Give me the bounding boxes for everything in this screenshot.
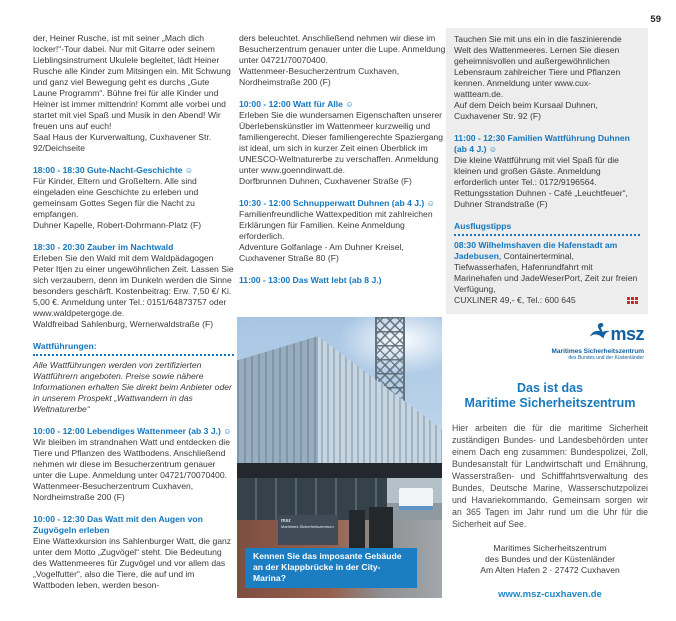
section-ausflugstipps — [454, 221, 640, 306]
trip-text — [454, 240, 640, 295]
family-friendly-icon: ☺ — [488, 145, 498, 154]
ad-address: Maritimes Sicherheitszentrum des Bundes und der Küstenländer Am Alten Hafen 2 · 27472 Cuxhaven — [480, 543, 620, 575]
event-body: Familienfreundliche Wattexpedition mit zahlreichen Erklärungen für Familien. Keine Anmeldung erforderlich. — [239, 209, 433, 241]
event-lebendiges-wattenmeer — [33, 426, 234, 503]
shuttle-bus — [399, 488, 433, 510]
event-zauber-im-nachtwald — [33, 242, 234, 330]
sign-logo-text: msz — [281, 518, 291, 524]
event-watt-fuer-alle — [239, 99, 446, 187]
section-intro: Alle Wattführungen werden von zertifizierten Wattführern angeboten. Preise sowie nähere Informationen erhalten Sie direkt beim Anbieter oder in unserem Prospekt „Wattwandern in das Weltnaturerbe“ — [33, 360, 232, 414]
event-familien-wattfuehrung — [454, 133, 640, 210]
family-friendly-icon: ☺ — [345, 100, 354, 109]
event-title: 11:00 - 12:30 Familien Wattführung Duhnen (ab 4 J.) ☺ — [454, 133, 630, 154]
paragraph-continuation — [239, 33, 446, 88]
venue-line: Rettungsstation Duhnen - Café „Leuchtfeuer“, Duhner Strandstraße (F) — [454, 188, 628, 209]
venue-line: Wattenmeer-Besucherzentrum Cuxhaven, Nordheimstraße 200 (F) — [33, 481, 194, 502]
sign-text: Maritimes Sicherheitszentrum — [281, 524, 334, 529]
cuxliner-logo-icon — [627, 297, 638, 304]
event-body: Eine Wattexkursion ins Sahlenburger Watt, die ganz unter dem Motto „Zugvögel“ steht. Die Bedeutung des Wattenmeeres für Zugvögel und vor allem das „Vogelfutter“, also die Tiere, die auf und im Wattboden leben, werden beson- — [33, 536, 232, 590]
event-title: 18:00 - 18:30 Gute-Nacht-Geschichte ☺ — [33, 165, 194, 175]
event-gute-nacht-geschichte — [33, 165, 234, 231]
event-body: Erleben Sie den Wald mit dem Waldpädagogen Peter Itjen zu einer ungewöhnlichen Zeit. Lassen Sie sich verzaubern, denn im Dunkeln werden die Sinne besonders geschärft. Kostenbeitrag: Erw. 7,50 €/ Ki. 5,00 €. Anmeldung unter Tel.: 0151/64873757 oder www.waldpetergoge.de. — [33, 253, 234, 318]
event-title: 18:30 - 20:30 Zauber im Nachtwald — [33, 242, 174, 252]
event-zugvoegel — [33, 514, 234, 591]
event-title: 10:00 - 12:30 Das Watt mit den Augen von Zugvögeln erleben — [33, 514, 203, 535]
venue-line: Auf dem Deich beim Kursaal Duhnen, Cuxhavener Str. 92 (F) — [454, 100, 598, 121]
trip-title: 08:30 Wilhelmshaven die Hafenstadt am Jadebusen — [454, 240, 618, 261]
building-soffit — [237, 463, 442, 478]
street-background — [387, 478, 442, 520]
msz-logo — [452, 322, 648, 361]
ad-heading: Das ist das Maritime Sicherheitszentrum — [464, 381, 636, 410]
photo-msz-building — [237, 317, 442, 598]
event-title: 10:30 - 12:00 Schnupperwatt Duhnen (ab 4 J.) ☺ — [239, 198, 435, 208]
paragraph-text: Tauchen Sie mit uns ein in die faszinierende Welt des Wattenmeeres. Lernen Sie diesen geheimnisvollen und außergewöhnlichen Lebensraum zahlreicher Tiere und Pflanzen kennen. Anmeldung unter www.cux-wattteam.de. — [454, 34, 622, 99]
venue-line: Waldfreibad Sahlenburg, Wernerwaldstraße (F) — [33, 319, 214, 329]
section-heading: Wattführungen: — [33, 341, 234, 356]
msz-wordmark: msz — [610, 324, 644, 344]
event-body: Wir bleiben im strandnahen Watt und entdecken die Tiere und Pflanzen des Wattbodens. Anschließend nehmen wir diese im Besucherzentrum genauer unter die Lupe. Anmeldung unter 04721/70070400. — [33, 437, 230, 480]
venue-line: Saal Haus der Kurverwaltung, Cuxhavener Str. 92/Deichseite — [33, 132, 212, 153]
paragraph-das-watt-lebt-continuation — [454, 34, 640, 122]
trip-rest: , Containerterminal, Tiefwasserhafen, Hafenrundfahrt mit Marinehafen und JadeWeserPort, Zeit zur freien Verfügung, — [454, 251, 638, 294]
section-heading: Ausflugstipps — [454, 221, 640, 236]
event-body: Erleben Sie die wundersamen Eigenschaften unserer Überlebenskünstler im Wattenmeer kurzweilig und familiengerecht. Dieser familiengerechte Spaziergang ist ideal, um sich in kurzer Zeit einen Überblick im UNESCO-Weltnaturerbe zu verschaffen. Anmeldung unter www.goenndirwatt.de. — [239, 110, 443, 175]
venue-line: Adventure Golfanlage - Am Duhner Kreisel, Cuxhavener Straße 80 (F) — [239, 242, 404, 263]
event-das-watt-lebt — [239, 275, 446, 286]
building-sign — [278, 515, 338, 545]
family-friendly-icon: ☺ — [223, 427, 232, 436]
event-body: Für Kinder, Eltern und Großeltern. Alle sind eingeladen eine Geschichte zu erleben und gemeinsam Gottes Segen für die Nacht zu empfangen. — [33, 176, 199, 219]
event-title: 10:00 - 12:00 Watt für Alle ☺ — [239, 99, 354, 109]
photo-caption-overlay: Kennen Sie das imposante Gebäude an der Klappbrücke in der City-Marina? — [245, 548, 417, 588]
paragraph-heiner-rusche — [33, 33, 234, 154]
column-2 — [239, 33, 446, 297]
paragraph-text: ders beleuchtet. Anschließend nehmen wir diese im Besucherzentrum genauer unter die Lupe. Anmeldung unter 04721/70070400. — [239, 33, 446, 65]
ad-website-link: www.msz-cuxhaven.de — [498, 589, 602, 600]
venue-line: Duhner Kapelle, Robert-Dohrmann-Platz (F) — [33, 220, 202, 230]
event-schnupperwatt-duhnen — [239, 198, 446, 264]
event-title: 10:00 - 12:00 Lebendiges Wattenmeer (ab 3 J.) ☺ — [33, 426, 232, 436]
event-title: 11:00 - 13:00 Das Watt lebt (ab 8 J.) — [239, 275, 382, 285]
paragraph-text: der, Heiner Rusche, ist mit seiner „Mach dich locker!“-Tour dabei. Nur mit Gitarre oder seinem Lieblingsinstrument Ukulele begleitet, lädt Heiner Rusche alle Kinder zum Mitsingen ein. Mit Schwung und ganz viel Bewegung geht es durchs „Gute Laune Programm“. Bühne frei für alle Kinder und Heiner ist immer mittendrin! Kommt alle vorbei und startet mit viel Spaß und Musik in den Abend! Wir freuen uns auf euch! — [33, 33, 231, 131]
venue-line: Wattenmeer-Besucherzentrum Cuxhaven, Nordheimstraße 200 (F) — [239, 66, 400, 87]
column-1 — [33, 33, 234, 602]
column-3-gray-box — [446, 28, 648, 314]
page-number: 59 — [650, 14, 661, 25]
msz-logo-subtitle-2: des Bundes und der Küstenländer — [568, 355, 644, 361]
ad-body-text: Hier arbeiten die für die maritime Sicherheit zuständigen Bundes- und Landesbehörden unter einem Dach eng zusammen: Bundespolizei, Zoll, Bundesanstalt für Landwirtschaft und Ernährung, Wasserstraßen- und Schifffahrtsverwaltung des Bundes, Deutsche Marine, Wasserschutzpolizei und Havariekommando. Gemeinsam sorgen wir an 365 Tagen im Jahr rund um die Uhr für die Sicherheit auf See. — [452, 423, 648, 529]
section-wattfuehrungen — [33, 341, 234, 415]
msz-logo-subtitle: Maritimes Sicherheitszentrum — [551, 348, 644, 355]
family-friendly-icon: ☺ — [426, 199, 435, 208]
event-body: Die kleine Wattführung mit viel Spaß für die kleinen und großen Gäste. Anmeldung erforderlich unter Tel.: 0172/9196564. — [454, 155, 619, 187]
venue-line: Dorfbrunnen Duhnen, Cuxhavener Straße (F) — [239, 176, 412, 186]
family-friendly-icon: ☺ — [184, 166, 194, 175]
msz-advertisement — [452, 322, 648, 600]
trip-price-line: CUXLINER 49,- €, Tel.: 600 645 — [454, 295, 640, 306]
anchor-icon — [588, 322, 610, 342]
